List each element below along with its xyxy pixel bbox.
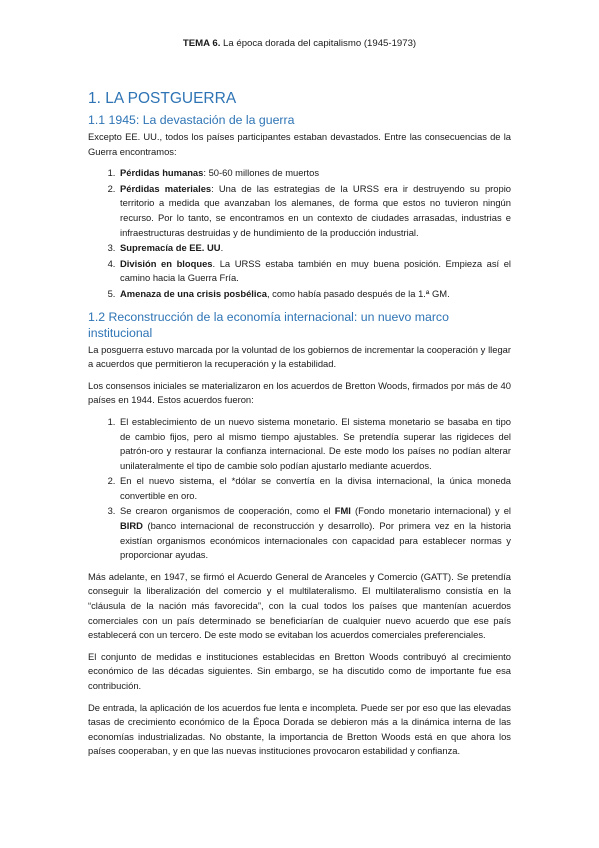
paragraph: Más adelante, en 1947, se firmó el Acuerdo General de Aranceles y Comercio (GATT). Se pretendía conseguir la liberalización del comercio y el multilateralismo. El multilateralismo consistía en la “cláusula de la nación más favorecida”, con la cual todos los países que mantenían acuerdos comerciales con un país determinado se beneficiarían de cualquier nuevo acuerdo que ese país establecerá con un tercero. De este modo se evitaban los acuerdos comerciales preferenciales.	[88, 570, 511, 641]
list-item-text: : 50-60 millones de muertos	[203, 167, 320, 179]
list-item-bold: BIRD	[120, 520, 143, 532]
paragraph: De entrada, la aplicación de los acuerdos fue lenta e incompleta. Puede ser por eso que las elevadas tasas de crecimiento económico de la Época Dorada se debieron más a la dinámica interna de las economías industrializadas. No obstante, la importancia de Bretton Woods está en que ahora los países cooperaban, y en que las nuevas instituciones provocaron estabilidad y confianza.	[88, 701, 511, 757]
header-topic: TEMA 6.	[182, 38, 221, 49]
paragraph: El conjunto de medidas e instituciones establecidas en Bretton Woods contribuyó al crecimiento económico de las décadas siguientes. Sin embargo, se ha discutido como de importante fue esa contribución.	[88, 650, 511, 691]
list-item-text: , como había pasado después de la 1.ª GM.	[266, 287, 450, 299]
list-item-text: (banco internacional de reconstrucción y desarrollo). Por primera vez en la historia existían organismos económicos internacionales con capacidad para establecer normas y proporcionar ayudas.	[120, 520, 511, 561]
list-item	[118, 287, 511, 302]
list-item-bold: Pérdidas humanas	[120, 167, 204, 179]
list-item-bold: Amenaza de una crisis posbélica	[120, 287, 267, 299]
paragraph: Los consensos iniciales se materializaron en los acuerdos de Bretton Woods, firmados por más de 40 países en 1944. Estos acuerdos fueron:	[88, 379, 511, 406]
list-item-text: El establecimiento de un nuevo sistema monetario. El sistema monetario se basaba en tipo de cambio fijos, pero al mismo tiempo ajustables. Se pretendía superar las rigideces del patrón-oro y restaurar la confianza internacional. De este modo los países no podían alterar unilateralmente el tipo de cambie solo podían ajustarlo mediante acuerdos.	[120, 415, 511, 471]
list-item-text: (Fondo monetario internacional) y el	[350, 505, 512, 517]
paragraph-intro: Excepto EE. UU., todos los países participantes estaban devastados. Entre las consecuencias de la Guerra encontramos:	[88, 131, 511, 157]
list-item	[118, 182, 511, 240]
paragraph: La posguerra estuvo marcada por la voluntad de los gobiernos de incrementar la cooperación y llegar a acuerdos que permitieron la recuperación y la estabilidad.	[88, 343, 511, 370]
running-header	[88, 0, 511, 52]
list-item-text: . La URSS estaba también en muy buena posición. Empieza así el camino hacia la Guerra Fría.	[120, 257, 511, 284]
list-item	[118, 415, 511, 473]
consequences-list	[88, 166, 511, 301]
list-item-bold: FMI	[334, 505, 351, 517]
list-item	[118, 241, 511, 256]
list-item-bold: División en bloques	[120, 257, 213, 269]
list-item-text: .	[220, 242, 224, 254]
header-title: La época dorada del capitalismo (1945-1973)	[220, 38, 417, 49]
list-item-text: Se crearon organismos de cooperación, como el	[120, 505, 335, 517]
list-item	[118, 257, 511, 286]
list-item-text: En el nuevo sistema, el *dólar se convertía en la divisa internacional, la única moneda convertible en oro.	[120, 475, 511, 501]
list-item-bold: Supremacía de EE. UU	[120, 242, 221, 254]
list-item	[118, 166, 511, 181]
section-heading: 1. LA POSTGUERRA	[88, 90, 237, 107]
list-item	[118, 474, 511, 503]
subsection-heading-1: 1.1 1945: La devastación de la guerra	[88, 113, 295, 127]
subsection-heading-2: 1.2 Reconstrucción de la economía internacional: un nuevo marco institucional	[88, 309, 449, 340]
list-item-bold: Pérdidas materiales	[120, 182, 212, 194]
list-item	[118, 504, 511, 562]
list-item-text: : Una de las estrategias de la URSS era ir destruyendo su propio territorio a medida que avanzaban los alemanes, de forma que estos no tuvieron ningún recurso. Por lo tanto, se encontramos en un contexto de ciudades arrasadas, industrias e infraestructuras destruidas y de hundimiento de la producción industrial.	[120, 182, 512, 238]
agreements-list	[88, 415, 511, 563]
